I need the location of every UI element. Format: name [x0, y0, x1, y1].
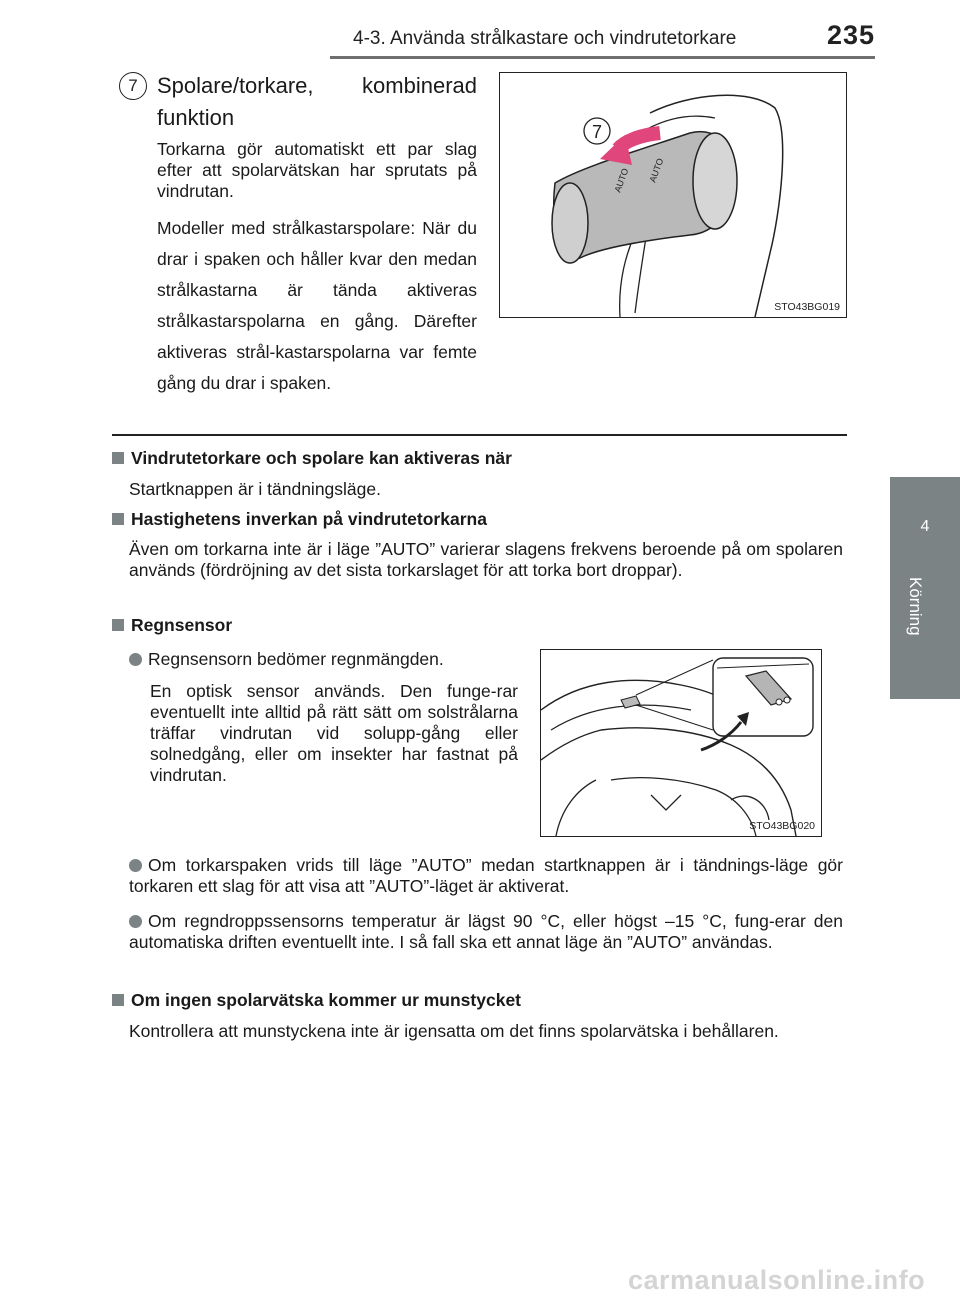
bullet-item-3: [129, 911, 843, 953]
note-text-1: Startknappen är i tändningsläge.: [129, 479, 381, 499]
square-bullet-icon: [112, 513, 124, 525]
chapter-name: Körning: [906, 577, 925, 636]
figure-rain-sensor: [540, 649, 822, 837]
square-bullet-icon: [112, 619, 124, 631]
bullet-item-2-text: Om torkarspaken vrids till läge ”AUTO” medan startknappen är i tändnings-läge gör torkaren ett slag för att visa att ”AUTO”-läget är aktiverat.: [129, 855, 843, 896]
section-title-part1: Spolare/torkare,: [157, 73, 314, 98]
header-rule: [330, 56, 875, 59]
chapter-side-tab: [890, 477, 960, 699]
note-heading-1: [112, 448, 512, 469]
section-paragraph-1: Torkarna gör automatiskt ett par slag efter att spolarvätskan har sprutats på vindrutan.: [157, 139, 477, 201]
section-divider: [112, 434, 847, 436]
note-heading-3-text: Regnsensor: [131, 615, 233, 635]
note-heading-2-text: Hastighetens inverkan på vindrutetorkarna: [131, 509, 487, 529]
note-heading-2: [112, 509, 487, 530]
wiper-lever-illustration: [500, 73, 846, 317]
note-heading-4-text: Om ingen spolarvätska kommer ur munstycket: [131, 990, 521, 1010]
bullet-item-1-detail: En optisk sensor används. Den funge-rar eventuellt inte alltid på rätt sätt om solstrålarna träffar vindrutan vid solupp-gång eller solnedgång, eller om insekter har fastnat på vindrutan.: [150, 681, 518, 785]
square-bullet-icon: [112, 452, 124, 464]
svg-text:AUTO: AUTO: [612, 166, 631, 194]
round-bullet-icon: [129, 859, 142, 872]
figure-code: STO43BG020: [749, 820, 815, 832]
section-title-part3: funktion: [157, 105, 235, 130]
header-title: 4-3. Använda strålkastare och vindrutetorkare: [353, 28, 737, 49]
svg-text:AUTO: AUTO: [647, 156, 666, 184]
chapter-number: 4: [920, 518, 930, 535]
section-title-part2: kombinerad: [362, 73, 477, 98]
round-bullet-icon: [129, 653, 142, 666]
figure-callout-label: 7: [591, 122, 603, 142]
watermark: carmanualsonline.info: [628, 1265, 926, 1295]
page-number: 235: [827, 20, 876, 50]
bullet-item-1: [129, 649, 524, 670]
bullet-item-1-text: Regnsensorn bedömer regnmängden.: [148, 649, 444, 669]
section-number-badge: 7: [119, 72, 147, 100]
square-bullet-icon: [112, 994, 124, 1006]
note-heading-3: [112, 615, 232, 636]
note-heading-1-text: Vindrutetorkare och spolare kan aktiveras när: [131, 448, 512, 468]
round-bullet-icon: [129, 915, 142, 928]
rain-sensor-illustration: [541, 650, 821, 836]
note-text-2: Även om torkarna inte är i läge ”AUTO” varierar slagens frekvens beroende på om spolaren används (fördröjning av det sista torkarslaget för att torka bort droppar).: [129, 539, 843, 580]
note-text-4: Kontrollera att munstyckena inte är igensatta om det finns spolarvätska i behållaren.: [129, 1021, 779, 1041]
bullet-item-3-text: Om regndroppssensorns temperatur är lägst 90 °C, eller högst –15 °C, fung-erar den automatiska driften eventuellt inte. I så fall ska ett annat läge än ”AUTO” användas.: [129, 911, 843, 952]
section-paragraph-2: Modeller med strålkastarspolare: När du drar i spaken och håller kvar den medan strålkastarna är tända aktiveras strålkastarspolarna en gång. Därefter aktiveras strål-kastarspolarna var femte gång du drar i spaken.: [157, 218, 477, 393]
bullet-item-2: [129, 855, 843, 897]
figure-code: STO43BG019: [774, 301, 840, 313]
note-heading-4: [112, 990, 521, 1011]
section-title: [157, 70, 477, 134]
figure-wiper-lever: [499, 72, 847, 318]
